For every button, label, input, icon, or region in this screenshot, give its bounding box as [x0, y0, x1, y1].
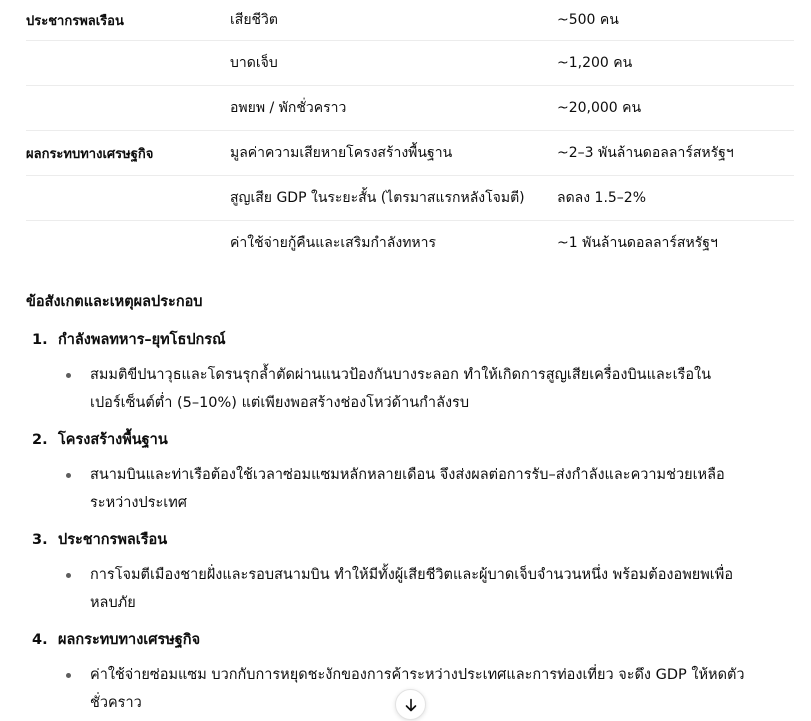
list-bullet [66, 361, 766, 417]
value-cell: ~1,200 คน [557, 41, 794, 86]
category-cell [26, 221, 230, 266]
table-row [26, 221, 794, 266]
category-cell [26, 41, 230, 86]
list-number: 4. [32, 632, 48, 648]
bullet-line: เปอร์เซ็นต์ต่ำ (5–10%) แต่เพียงพอสร้างช่องโหว่ด้านกำลังรบ [90, 395, 470, 411]
value-cell: ลดลง 1.5–2% [557, 176, 794, 221]
value-cell: ~1 พันล้านดอลลาร์สหรัฐฯ [557, 235, 718, 251]
list-item-title [32, 428, 168, 451]
item-cell: สูญเสีย GDP ในระยะสั้น (ไตรมาสแรกหลังโจมตี) [230, 176, 557, 221]
notes-heading: ข้อสังเกตและเหตุผลประกอบ [26, 294, 203, 310]
list-title-text: กำลังพลทหาร–ยุทโธปกรณ์ [58, 332, 226, 348]
scroll-to-bottom-button[interactable] [395, 689, 426, 720]
bullet-dot [66, 573, 71, 578]
value-cell: ~500 คน [557, 0, 794, 41]
bullet-line: สมมติขีปนาวุธและโดรนรุกล้ำตัดผ่านแนวป้องกันบางระลอก ทำให้เกิดการสูญเสียเครื่องบินและเรือใน [90, 367, 712, 383]
list-item-title [32, 628, 200, 651]
item-cell: เสียชีวิต [230, 0, 557, 41]
value-cell: ~2–3 พันล้านดอลลาร์สหรัฐฯ [557, 131, 794, 176]
category-cell: ผลกระทบทางเศรษฐกิจ [26, 131, 230, 176]
list-title-text: ผลกระทบทางเศรษฐกิจ [58, 632, 201, 648]
response-content [26, 0, 794, 265]
arrow-down-icon [404, 698, 418, 712]
bullet-line: ระหว่างประเทศ [90, 495, 187, 511]
list-item-title [32, 528, 167, 551]
list-title-text: ประชากรพลเรือน [58, 532, 168, 548]
table-row [26, 86, 794, 131]
table-row [26, 0, 794, 41]
bullet-line: หลบภัย [90, 595, 136, 611]
bullet-line: สนามบินและท่าเรือต้องใช้เวลาซ่อมแซมหลักหลายเดือน จึงส่งผลต่อการรับ–ส่งกำลังและความช่วยเหลือ [90, 467, 725, 483]
category-cell [26, 176, 230, 221]
category-cell: ประชากรพลเรือน [26, 0, 230, 41]
bullet-dot [66, 673, 71, 678]
list-bullet [66, 561, 766, 617]
list-number: 2. [32, 432, 48, 448]
bullet-line: ชั่วคราว [90, 695, 142, 711]
bullet-dot [66, 473, 71, 478]
item-cell: อพยพ / พักชั่วคราว [230, 86, 557, 131]
item-cell: บาดเจ็บ [230, 41, 557, 86]
list-number: 3. [32, 532, 48, 548]
table-row [26, 131, 794, 176]
item-cell: มูลค่าความเสียหายโครงสร้างพื้นฐาน [230, 131, 557, 176]
bullet-dot [66, 373, 71, 378]
bullet-line: การโจมตีเมืองชายฝั่งและรอบสนามบิน ทำให้มีทั้งผู้เสียชีวิตและผู้บาดเจ็บจำนวนหนึ่ง พร้อมต้องอพยพเพื่อ [90, 567, 734, 583]
impact-table [26, 0, 794, 265]
table-row [26, 176, 794, 221]
list-number: 1. [32, 332, 48, 348]
category-cell [26, 86, 230, 131]
value-cell: ~20,000 คน [557, 86, 794, 131]
item-cell: ค่าใช้จ่ายกู้คืนและเสริมกำลังทหาร [230, 235, 437, 251]
list-bullet [66, 461, 766, 517]
table-row [26, 41, 794, 86]
bullet-line: ค่าใช้จ่ายซ่อมแซม บวกกับการหยุดชะงักของการค้าระหว่างประเทศและการท่องเที่ยว จะดึง GDP ให้หดตัว [90, 667, 745, 683]
list-title-text: โครงสร้างพื้นฐาน [58, 432, 168, 448]
list-item-title [32, 328, 226, 351]
